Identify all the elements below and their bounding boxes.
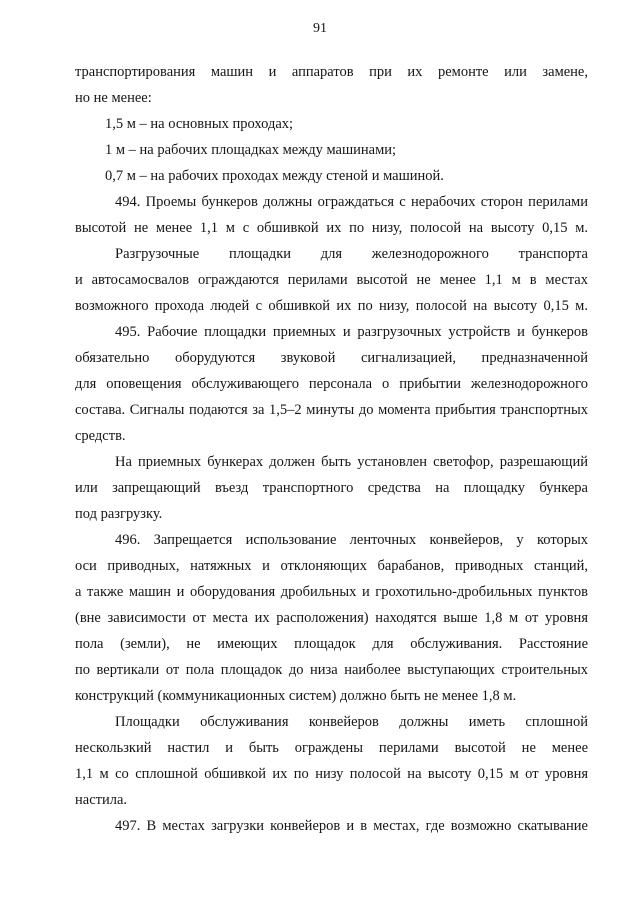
text-line: возможного прохода людей с обшивкой их по низу, полосой на высоту 0,15 м. — [75, 298, 588, 314]
text-line: средств. — [75, 428, 126, 444]
text-line: высотой не менее 1,1 м с обшивкой их по низу, полосой на высоту 0,15 м. — [75, 220, 588, 236]
text-line: по вертикали от пола площадок до низа наиболее выступающих строительных — [75, 662, 588, 678]
text-line: оси приводных, натяжных и отклоняющих барабанов, приводных станций, — [75, 558, 588, 574]
text-line: 494. Проемы бункеров должны ограждаться с нерабочих сторон перилами — [115, 194, 588, 210]
text-line: Разгрузочные площадки для железнодорожного транспорта — [115, 246, 588, 262]
text-line: обязательно оборудуются звуковой сигнализацией, предназначенной — [75, 350, 588, 366]
text-line: нескользкий настил и быть ограждены перилами высотой не менее — [75, 740, 588, 756]
text-line: (вне зависимости от места их расположения) находятся выше 1,8 м от уровня — [75, 610, 588, 626]
text-line: 497. В местах загрузки конвейеров и в местах, где возможно скатывание — [115, 818, 588, 834]
text-line: На приемных бункерах должен быть установлен светофор, разрешающий — [115, 454, 588, 470]
text-line: для оповещения обслуживающего персонала о прибытии железнодорожного — [75, 376, 588, 392]
text-line: под разгрузку. — [75, 506, 163, 522]
text-line: и автосамосвалов ограждаются перилами высотой не менее 1,1 м в местах — [75, 272, 588, 288]
text-line: 496. Запрещается использование ленточных конвейеров, у которых — [115, 532, 588, 548]
text-line: конструкций (коммуникационных систем) должно быть не менее 1,8 м. — [75, 688, 517, 704]
text-line: транспортирования машин и аппаратов при их ремонте или замене, — [75, 64, 588, 80]
text-line: пола (земли), не имеющих площадок для обслуживания. Расстояние — [75, 636, 588, 652]
text-line: 1,1 м со сплошной обшивкой их по низу полосой на высоту 0,15 м от уровня — [75, 766, 588, 782]
text-line: 495. Рабочие площадки приемных и разгрузочных устройств и бункеров — [115, 324, 588, 340]
text-line: Площадки обслуживания конвейеров должны иметь сплошной — [115, 714, 588, 730]
text-line: 1 м – на рабочих площадках между машинами; — [105, 142, 397, 158]
text-line: состава. Сигналы подаются за 1,5–2 минуты до момента прибытия транспортных — [75, 402, 588, 418]
text-line: настила. — [75, 792, 128, 808]
text-line: но не менее: — [75, 90, 152, 106]
text-line: 0,7 м – на рабочих проходах между стеной и машиной. — [105, 168, 444, 184]
text-line: 1,5 м – на основных проходах; — [105, 116, 294, 132]
text-line: или запрещающий въезд транспортного средства на площадку бункера — [75, 480, 588, 496]
text-line: а также машин и оборудования дробильных и грохотильно-дробильных пунктов — [75, 584, 588, 600]
page-number: 91 — [313, 21, 327, 36]
